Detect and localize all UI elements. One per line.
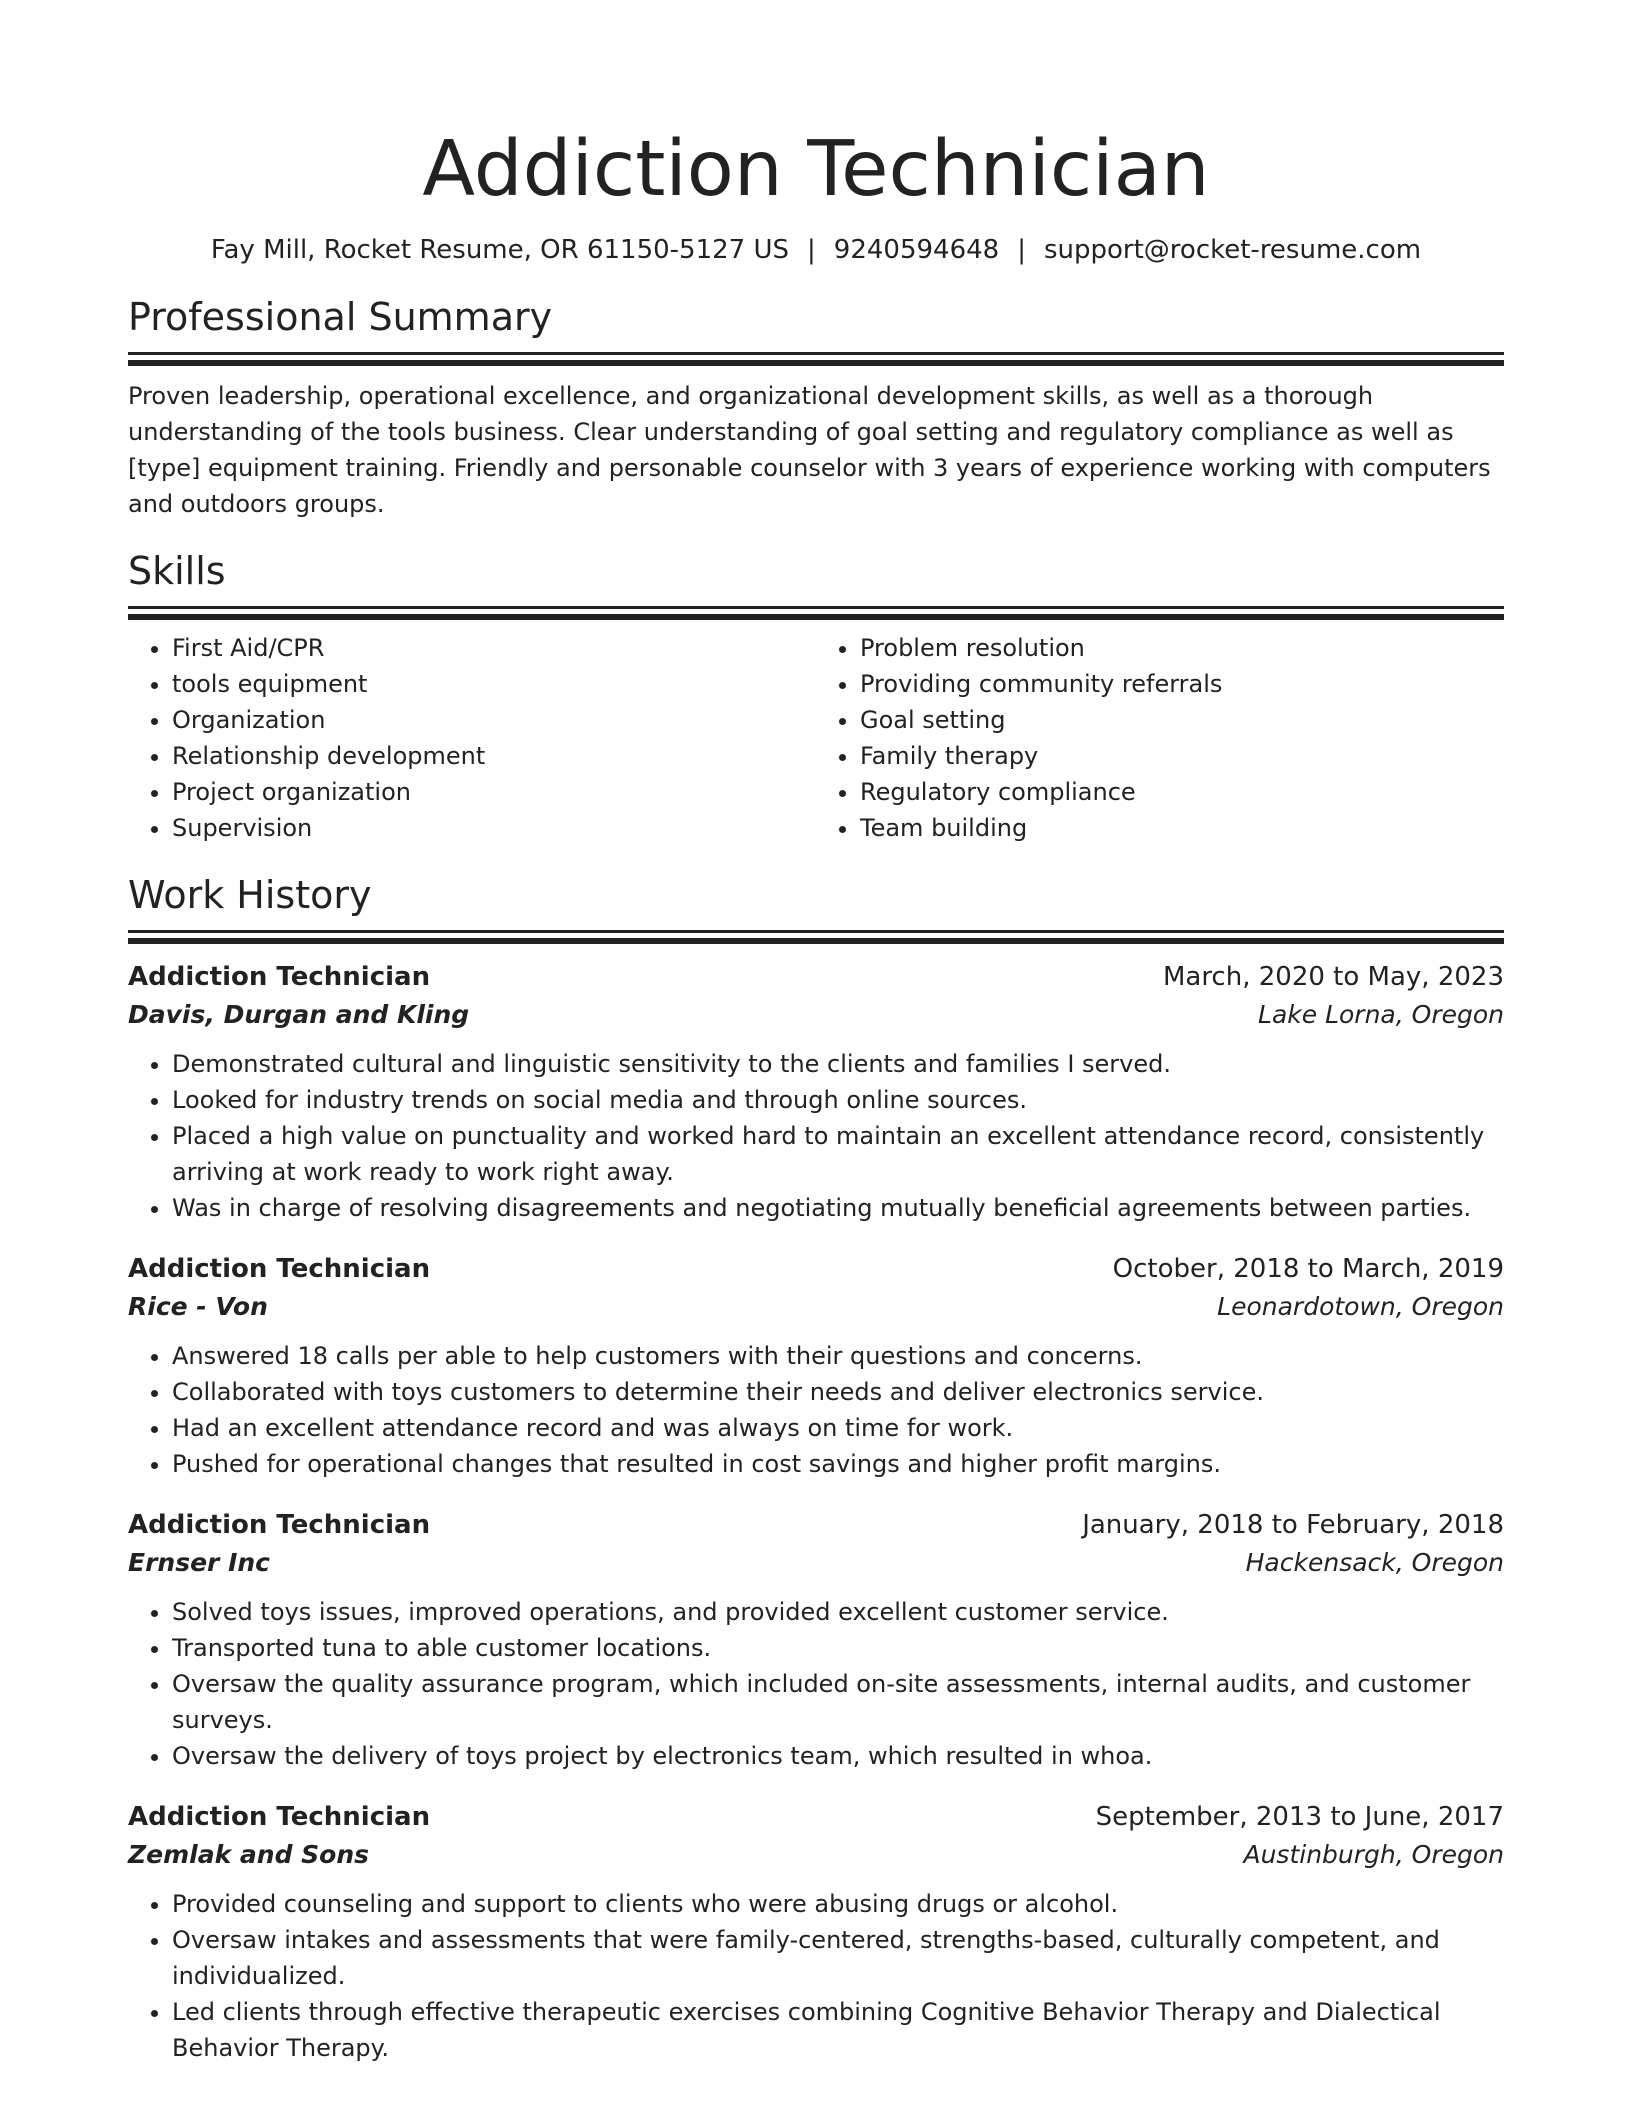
skill-item: • Providing community referrals [860, 666, 1504, 702]
job-title: Addiction Technician [128, 1254, 431, 1284]
skill-item: • Problem resolution [860, 630, 1504, 666]
section-heading-summary: Professional Summary [128, 295, 553, 339]
job-dates: January, 2018 to February, 2018 [1082, 1510, 1504, 1540]
skill-item: • Organization [172, 702, 816, 738]
work-history-section [128, 870, 1504, 2066]
job-bullet: • Oversaw the quality assurance program, which included on-site assessments, internal audits, and customer surveys. [172, 1666, 1504, 1738]
job-bullet: • Had an excellent attendance record and was always on time for work. [172, 1410, 1504, 1446]
job-bullet: • Provided counseling and support to clients who were abusing drugs or alcohol. [172, 1886, 1504, 1922]
job-bullet: • Led clients through effective therapeutic exercises combining Cognitive Behavior Therapy and Dialectical Behavior Therapy. [172, 1994, 1504, 2066]
section-rule-thick [128, 614, 1504, 620]
job-company-row [128, 1836, 1504, 1874]
skill-item: • tools equipment [172, 666, 816, 702]
job-entry [128, 1250, 1504, 1482]
skill-item: • Goal setting [860, 702, 1504, 738]
job-dates: October, 2018 to March, 2019 [1112, 1254, 1504, 1284]
job-company-row [128, 1288, 1504, 1326]
job-bullet: • Was in charge of resolving disagreements and negotiating mutually beneficial agreements between parties. [172, 1190, 1504, 1226]
skill-item: • Team building [860, 810, 1504, 846]
skill-item: • Project organization [172, 774, 816, 810]
job-company-row [128, 1544, 1504, 1582]
job-entry [128, 1798, 1504, 2066]
job-bullet: • Collaborated with toys customers to determine their needs and deliver electronics service. [172, 1374, 1504, 1410]
job-bullet: • Placed a high value on punctuality and worked hard to maintain an excellent attendance record, consistently arriving at work ready to work right away. [172, 1118, 1504, 1190]
section-rule [128, 352, 1504, 355]
job-bullet: • Oversaw the delivery of toys project by electronics team, which resulted in whoa. [172, 1738, 1504, 1774]
contact-separator: | [1017, 235, 1026, 265]
skills-grid [128, 630, 1504, 846]
job-header-row [128, 1798, 1504, 1836]
contact-line [128, 232, 1504, 268]
job-title: Addiction Technician [128, 1802, 431, 1832]
summary-text: Proven leadership, operational excellence, and organizational development skills, as well as a thorough understanding of the tools business. Clear understanding of goal setting and regulatory compliance as well as [type] equipment training. Friendly and personable counselor with 3 years of experience working with computers and outdoors groups. [128, 382, 1491, 518]
job-entry [128, 958, 1504, 1226]
job-header-row [128, 958, 1504, 996]
contact-phone: 9240594648 [833, 235, 1000, 265]
section-rule [128, 930, 1504, 933]
summary-section [128, 292, 1504, 522]
job-header-row [128, 1250, 1504, 1288]
job-bullet: • Pushed for operational changes that resulted in cost savings and higher profit margins. [172, 1446, 1504, 1482]
skills-list-right [816, 630, 1504, 846]
skills-section [128, 546, 1504, 846]
job-title: Addiction Technician [128, 962, 431, 992]
job-location: Austinburgh, Oregon [1243, 1840, 1504, 1869]
skill-item: • Regulatory compliance [860, 774, 1504, 810]
job-dates: March, 2020 to May, 2023 [1162, 962, 1504, 992]
job-bullet: • Solved toys issues, improved operations, and provided excellent customer service. [172, 1594, 1504, 1630]
job-bullet: • Oversaw intakes and assessments that were family-centered, strengths-based, culturally competent, and individualized. [172, 1922, 1504, 1994]
job-bullets [128, 1338, 1504, 1482]
job-company: Ernser Inc [128, 1548, 270, 1577]
skill-item: • Relationship development [172, 738, 816, 774]
job-location: Leonardotown, Oregon [1217, 1292, 1504, 1321]
job-company: Rice - Von [128, 1292, 268, 1321]
skills-list-left [128, 630, 816, 846]
skill-item: • Supervision [172, 810, 816, 846]
section-rule [128, 606, 1504, 609]
resume-title: Addiction Technician [422, 125, 1210, 214]
skill-item: • Family therapy [860, 738, 1504, 774]
job-entry [128, 1506, 1504, 1774]
contact-separator: | [807, 235, 816, 265]
job-bullet: • Transported tuna to able customer locations. [172, 1630, 1504, 1666]
job-bullets [128, 1594, 1504, 1774]
job-dates: September, 2013 to June, 2017 [1095, 1802, 1504, 1832]
job-location: Hackensack, Oregon [1245, 1548, 1504, 1577]
job-bullets [128, 1886, 1504, 2066]
job-company-row [128, 996, 1504, 1034]
job-bullet: • Answered 18 calls per able to help customers with their questions and concerns. [172, 1338, 1504, 1374]
job-bullet: • Looked for industry trends on social media and through online sources. [172, 1082, 1504, 1118]
job-title: Addiction Technician [128, 1510, 431, 1540]
contact-address: Fay Mill, Rocket Resume, OR 61150-5127 US [210, 235, 790, 265]
job-location: Lake Lorna, Oregon [1258, 1000, 1504, 1029]
job-header-row [128, 1506, 1504, 1544]
job-company: Davis, Durgan and Kling [128, 1000, 470, 1029]
section-rule-thick [128, 360, 1504, 366]
skill-item: • First Aid/CPR [172, 630, 816, 666]
job-bullet: • Demonstrated cultural and linguistic sensitivity to the clients and families I served. [172, 1046, 1504, 1082]
job-bullets [128, 1046, 1504, 1226]
job-company: Zemlak and Sons [128, 1840, 370, 1869]
section-rule-thick [128, 938, 1504, 944]
section-heading-skills: Skills [128, 549, 226, 593]
contact-email: support@rocket-resume.com [1043, 235, 1422, 265]
section-heading-work-history: Work History [128, 873, 372, 917]
